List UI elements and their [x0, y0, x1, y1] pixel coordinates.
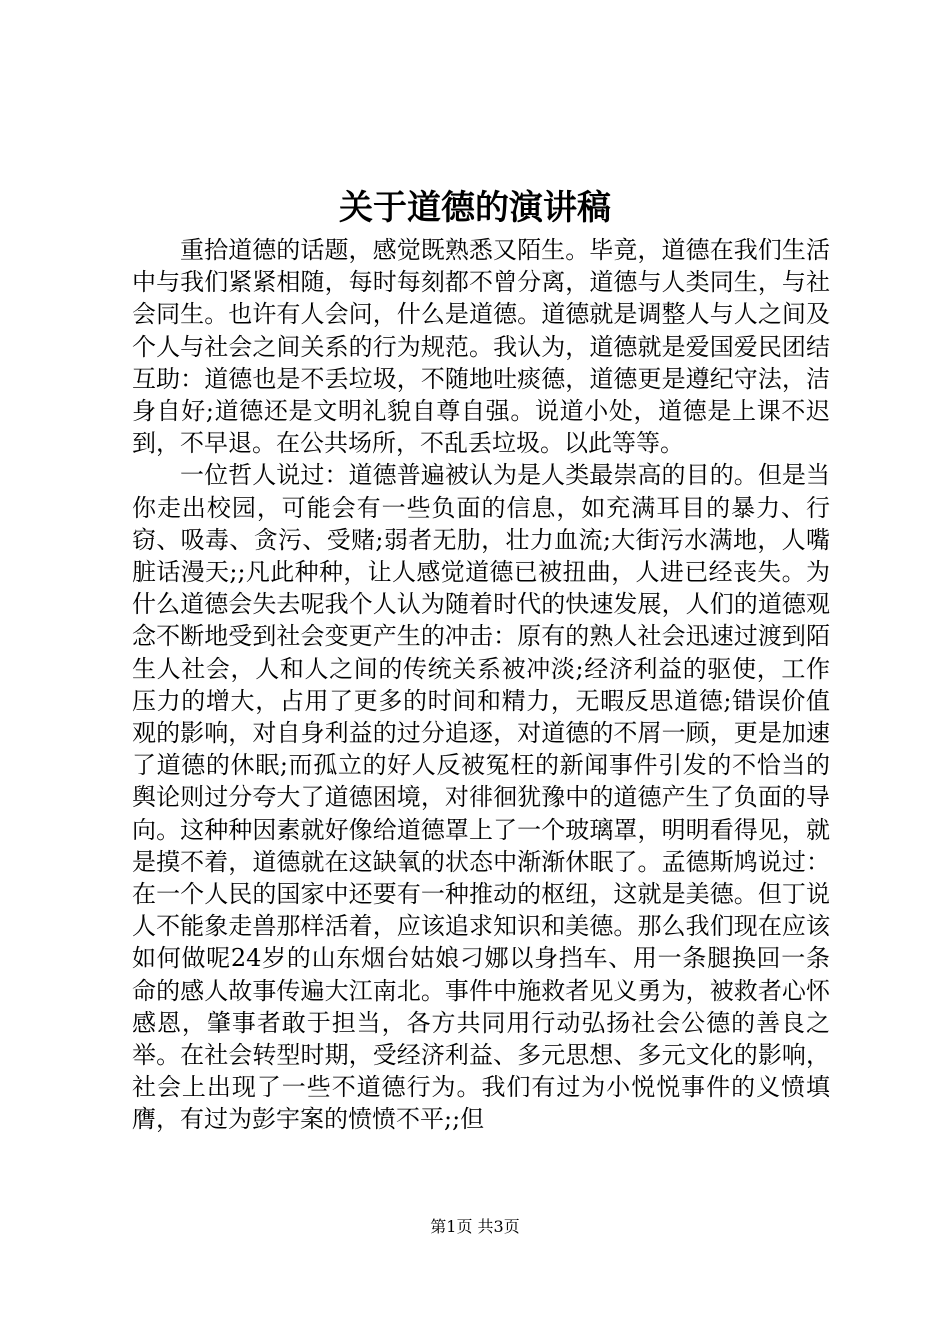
- document-body: [132, 234, 830, 1136]
- paragraph-2: 一位哲人说过：道德普遍被认为是人类最崇高的目的。但是当你走出校园，可能会有一些负面的信息，如充满耳目的暴力、行窃、吸毒、贪污、受赌;弱者无肋，壮力血流;大街污水满地，人嘴脏话漫天;;凡此种种，让人感觉道德已被扭曲，人进已经丧失。为什么道德会失去呢我个人认为随着时代的快速发展，人们的道德观念不断地受到社会变更产生的冲击：原有的熟人社会迅速过渡到陌生人社会，人和人之间的传统关系被冲淡;经济利益的驱使，工作压力的增大，占用了更多的时间和精力，无暇反思道德;错误价值观的影响，对自身利益的过分追逐，对道德的不屑一顾，更是加速了道德的休眠;而孤立的好人反被冤枉的新闻事件引发的不恰当的舆论则过分夸大了道德困境，对徘徊犹豫中的道德产生了负面的导向。这种种因素就好像给道德罩上了一个玻璃罩，明明看得见，就是摸不着，道德就在这缺氧的状态中渐渐休眠了。孟德斯鸠说过：在一个人民的国家中还要有一种推动的枢纽，这就是美德。但丁说人不能象走兽那样活着，应该追求知识和美德。那么我们现在应该如何做呢24岁的山东烟台姑娘刁娜以身挡车、用一条腿换回一条命的感人故事传遍大江南北。事件中施救者见义勇为，被救者心怀感恩，肇事者敢于担当，各方共同用行动弘扬社会公德的善良之举。在社会转型时期，受经济利益、多元思想、多元文化的影响，社会上出现了一些不道德行为。我们有过为小悦悦事件的义愤填膺，有过为彭宇案的愤愤不平;;但: [132, 461, 830, 1134]
- document-title: 关于道德的演讲稿: [339, 188, 611, 228]
- paragraph-1: 重拾道德的话题，感觉既熟悉又陌生。毕竟，道德在我们生活中与我们紧紧相随，每时每刻都不曾分离，道德与人类同生，与社会同生。也许有人会问，什么是道德。道德就是调整人与人之间及个人与社会之间关系的行为规范。我认为，道德就是爱国爱民团结互助：道德也是不丢垃圾，不随地吐痰德，道德更是遵纪守法，洁身自好;道德还是文明礼貌自尊自强。说道小处，道德是上课不迟到，不早退。在公共场所，不乱丢垃圾。以此等等。: [132, 236, 830, 458]
- page-footer: 第1页 共3页: [430, 1217, 520, 1236]
